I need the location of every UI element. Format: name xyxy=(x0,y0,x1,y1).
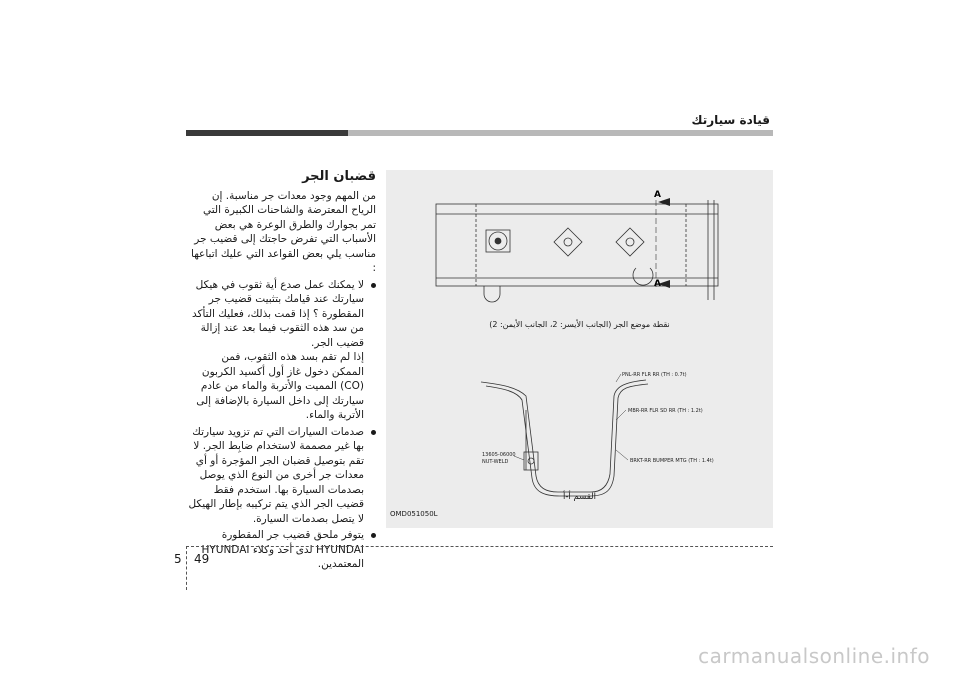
bullet-dot-icon xyxy=(371,533,376,538)
bullet-text: صدمات السيارات التي تم تزويد سيارتك بها غير مصممة لاستخدام ضابِط الجر. لا تقم بتوصيل قضبان الجر المؤجرة أو أي معدات جر أخرى من النوع الذي يوصل بصدمات السيارة بها. استخدم فقط قضيب الجر الذي يتم تركيبه بإطار الهيكل لا يتصل بصدمات السيارة. xyxy=(188,425,364,525)
figure-caption-bottom: القسم أ-أ xyxy=(563,492,596,502)
chapter-title: قيادة سيارتك xyxy=(691,113,770,127)
figure-caption-top: نقطة موضع الجر (الجانب الأيسر: 2، الجانب الأيمن: 2) xyxy=(489,320,670,329)
figure-diagram xyxy=(386,170,773,528)
bullet-extra: إذا لم تقم بسد هذه الثقوب، فمن الممكن دخول غاز أول أكسيد الكربون (CO) المميت والأتربة والماء من عادم سيارتك إلى داخل السيارة بالإضافة إلى الأتربة والماء. xyxy=(196,351,364,421)
header-bar-light xyxy=(348,130,773,136)
chapter-number: 5 xyxy=(174,552,182,566)
header-bar-dark xyxy=(186,130,348,136)
bullet-dot-icon xyxy=(371,283,376,288)
label-a-bottom: A xyxy=(654,279,661,289)
bullet-item xyxy=(186,528,376,572)
bullet-item xyxy=(186,278,376,351)
frame-top-view xyxy=(436,200,718,302)
figure-towing-points xyxy=(386,170,773,528)
callout-mbr: MBR-RR FLR SD RR (TH : 1.2t) xyxy=(628,408,703,414)
bullet-dot-icon xyxy=(371,430,376,435)
figure-code: OMD051050L xyxy=(390,510,438,518)
callout-brkt: BRKT-RR BUMPER MTG (TH : 1.4t) xyxy=(630,458,714,464)
callout-nut: NUT-WELD xyxy=(482,459,509,465)
intro-paragraph: من المهم وجود معدات جر مناسبة. إن الرياح المعترضة والشاحنات الكبيرة التي تمر بجوارك والطرق الوعرة هي بعض الأسباب التي تفرض حاجتك إلى قضيب جر مناسب يلي بعض القواعد التي عليك اتباعها : xyxy=(191,189,376,274)
bullet-text: لا يمكنك عمل صدع أية ثقوب في هيكل سيارتك عند قيامك بتثبيت قضيب جر المقطورة ؟ إذا قمت بذلك، فعليك التأكد من سد هذه الثقوب فيما بعد عند إزالة قضيب الجر. xyxy=(191,278,364,349)
label-a-top: A xyxy=(654,190,661,200)
watermark: carmanualsonline.info xyxy=(698,644,930,668)
section-marker-a xyxy=(658,198,670,288)
callout-pnl: PNL-RR FLR RR (TH : 0.7t) xyxy=(622,372,687,378)
bullet-item xyxy=(186,425,376,527)
section-view xyxy=(481,380,648,496)
footer-vertical-divider xyxy=(186,546,187,590)
text-column xyxy=(186,170,376,572)
footer-divider xyxy=(186,546,773,547)
bullet-text: يتوفر ملحق قضيب جر المقطورة HYUNDAI لدى أحد وكلاء HYUNDAI المعتمدين. xyxy=(201,529,364,570)
section-heading: قضبان الجر xyxy=(302,169,376,184)
callout-part-no: 13605-06000 xyxy=(482,452,516,458)
callout-leaders xyxy=(514,374,628,460)
page-number: 49 xyxy=(194,552,210,566)
